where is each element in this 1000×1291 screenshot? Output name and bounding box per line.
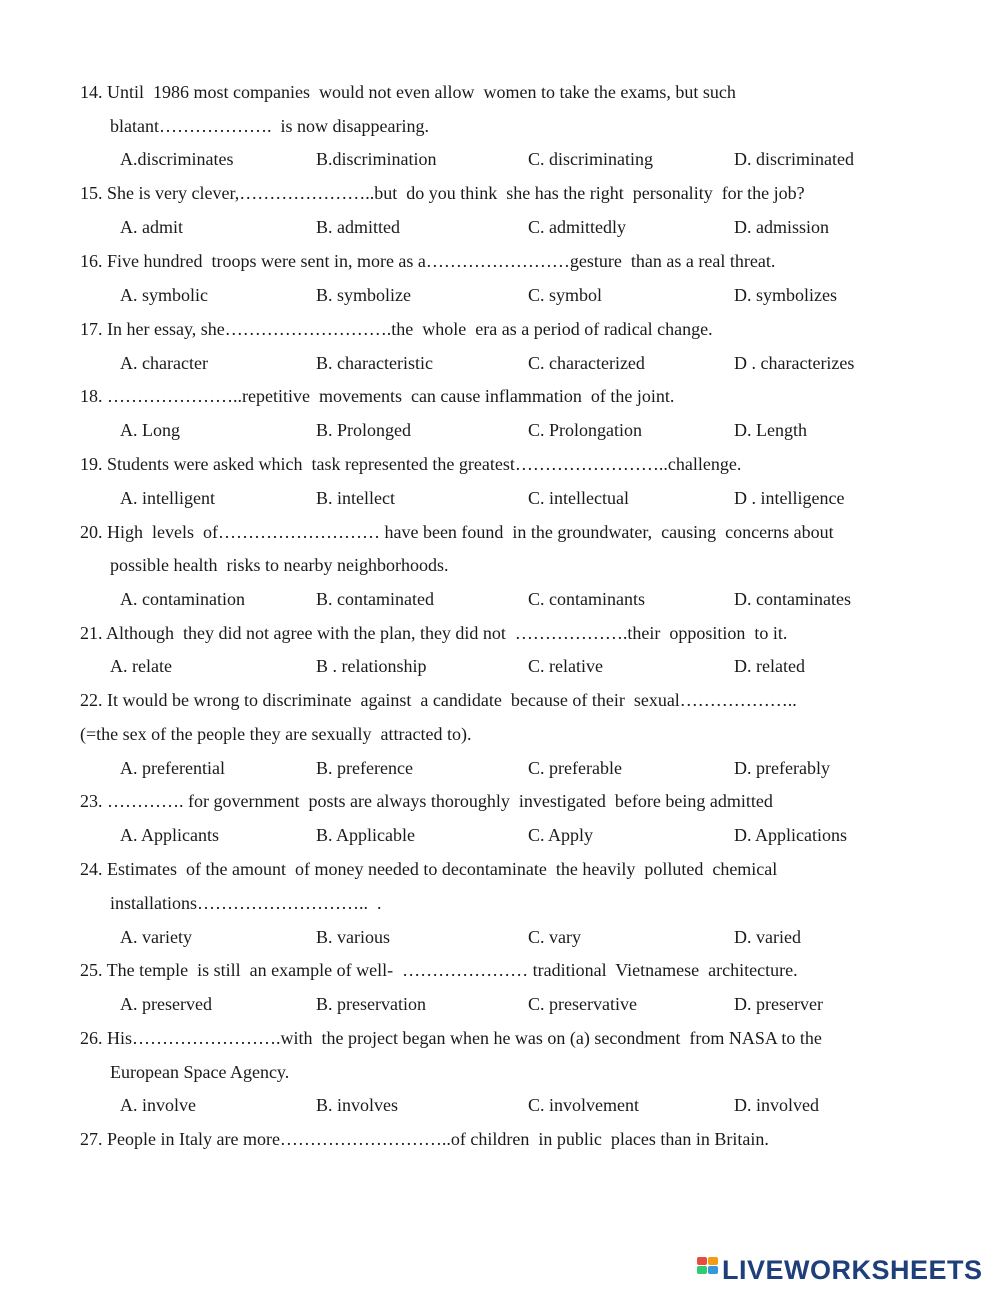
liveworksheets-logo-icon (697, 1257, 719, 1283)
question-25-option-a[interactable]: A. preserved (120, 994, 212, 1014)
question-20-option-c[interactable]: C. contaminants (528, 589, 645, 609)
question-15-option-b[interactable]: B. admitted (316, 217, 400, 237)
question-25-option-c[interactable]: C. preservative (528, 994, 637, 1014)
question-17-option-a[interactable]: A. character (120, 353, 208, 373)
question-25-option-b[interactable]: B. preservation (316, 994, 426, 1014)
question-15-option-a[interactable]: A. admit (120, 217, 183, 237)
question-23-line-1: 23. …………. for government posts are always thoroughly investigated before being admitted (80, 791, 773, 811)
question-24-option-c[interactable]: C. vary (528, 927, 581, 947)
question-16-line-1: 16. Five hundred troops were sent in, more as a……………………gesture than as a real threat. (80, 251, 776, 271)
question-20-option-d[interactable]: D. contaminates (734, 589, 851, 609)
question-16-option-b[interactable]: B. symbolize (316, 285, 411, 305)
question-21-option-d[interactable]: D. related (734, 656, 805, 676)
question-26-option-b[interactable]: B. involves (316, 1095, 399, 1115)
question-22-option-d[interactable]: D. preferably (734, 758, 830, 778)
liveworksheets-logo[interactable] (697, 1255, 983, 1285)
question-23-option-d[interactable]: D. Applications (734, 825, 847, 845)
question-19-option-d[interactable]: D . intelligence (734, 488, 845, 508)
question-17-option-c[interactable]: C. characterized (528, 353, 645, 373)
question-16-option-a[interactable]: A. symbolic (120, 285, 208, 305)
question-14-option-d[interactable]: D. discriminated (734, 149, 854, 169)
question-20-option-a[interactable]: A. contamination (120, 589, 245, 609)
question-17-option-d[interactable]: D . characterizes (734, 353, 855, 373)
question-14-option-a[interactable]: A.discriminates (120, 149, 234, 169)
question-24-line-1: 24. Estimates of the amount of money needed to decontaminate the heavily polluted chemical (80, 859, 778, 879)
question-14-line-1: 14. Until 1986 most companies would not even allow women to take the exams, but such (80, 82, 736, 102)
question-16-option-d[interactable]: D. symbolizes (734, 285, 837, 305)
question-15-option-c[interactable]: C. admittedly (528, 217, 626, 237)
question-21-option-c[interactable]: C. relative (528, 656, 603, 676)
question-19-option-b[interactable]: B. intellect (316, 488, 395, 508)
question-17-option-b[interactable]: B. characteristic (316, 353, 433, 373)
question-18-option-c[interactable]: C. Prolongation (528, 420, 643, 440)
question-23-option-a[interactable]: A. Applicants (120, 825, 219, 845)
question-26-line-1: 26. His…………………….with the project began when he was on (a) secondment from NASA to the (80, 1028, 822, 1048)
question-20-line-1: 20. High levels of……………………… have been found in the groundwater, causing concerns about (80, 522, 834, 542)
question-16-option-c[interactable]: C. symbol (528, 285, 603, 305)
question-24-option-a[interactable]: A. variety (120, 927, 192, 947)
question-14-option-b[interactable]: B.discrimination (316, 149, 437, 169)
question-21-option-a[interactable]: A. relate (110, 656, 172, 676)
question-18-option-d[interactable]: D. Length (734, 420, 807, 440)
question-26-line-2: European Space Agency. (110, 1062, 290, 1082)
question-26-option-c[interactable]: C. involvement (528, 1095, 639, 1115)
question-25-option-d[interactable]: D. preserver (734, 994, 823, 1014)
question-20-line-2: possible health risks to nearby neighborhoods. (110, 555, 449, 575)
question-22-option-b[interactable]: B. preference (316, 758, 413, 778)
question-17-line-1: 17. In her essay, she……………………….the whole era as a period of radical change. (80, 319, 713, 339)
question-22-line-1: 22. It would be wrong to discriminate against a candidate because of their sexual……………….. (80, 690, 797, 710)
liveworksheets-logo-text: LIVEWORKSHEETS (722, 1254, 983, 1285)
question-20-option-b[interactable]: B. contaminated (316, 589, 434, 609)
question-19-option-a[interactable]: A. intelligent (120, 488, 215, 508)
question-18-option-b[interactable]: B. Prolonged (316, 420, 412, 440)
question-18-option-a[interactable]: A. Long (120, 420, 180, 440)
question-21-option-b[interactable]: B . relationship (316, 656, 427, 676)
question-24-line-2: installations……………………….. . (110, 893, 382, 913)
question-21-line-1: 21. Although they did not agree with the plan, they did not ……………….their opposition to it. (80, 623, 788, 643)
question-18-line-1: 18. …………………..repetitive movements can cause inflammation of the joint. (80, 386, 675, 406)
question-25-line-1: 25. The temple is still an example of well- ………………… traditional Vietnamese architecture. (80, 960, 798, 980)
question-22-option-c[interactable]: C. preferable (528, 758, 622, 778)
question-19-option-c[interactable]: C. intellectual (528, 488, 629, 508)
question-19-line-1: 19. Students were asked which task represented the greatest……………………..challenge. (80, 454, 742, 474)
question-22-line-2: (=the sex of the people they are sexually attracted to). (80, 724, 472, 744)
question-23-option-c[interactable]: C. Apply (528, 825, 594, 845)
question-26-option-d[interactable]: D. involved (734, 1095, 819, 1115)
question-27-line-1: 27. People in Italy are more………………………..of children in public places than in Britain. (80, 1129, 769, 1149)
question-26-option-a[interactable]: A. involve (120, 1095, 196, 1115)
question-24-option-d[interactable]: D. varied (734, 927, 801, 947)
question-22-option-a[interactable]: A. preferential (120, 758, 225, 778)
question-23-option-b[interactable]: B. Applicable (316, 825, 415, 845)
question-14-option-c[interactable]: C. discriminating (528, 149, 653, 169)
question-15-line-1: 15. She is very clever,…………………..but do you think she has the right personality for the job? (80, 183, 805, 203)
question-24-option-b[interactable]: B. various (316, 927, 390, 947)
question-14-line-2: blatant………………. is now disappearing. (110, 116, 429, 136)
question-15-option-d[interactable]: D. admission (734, 217, 830, 237)
